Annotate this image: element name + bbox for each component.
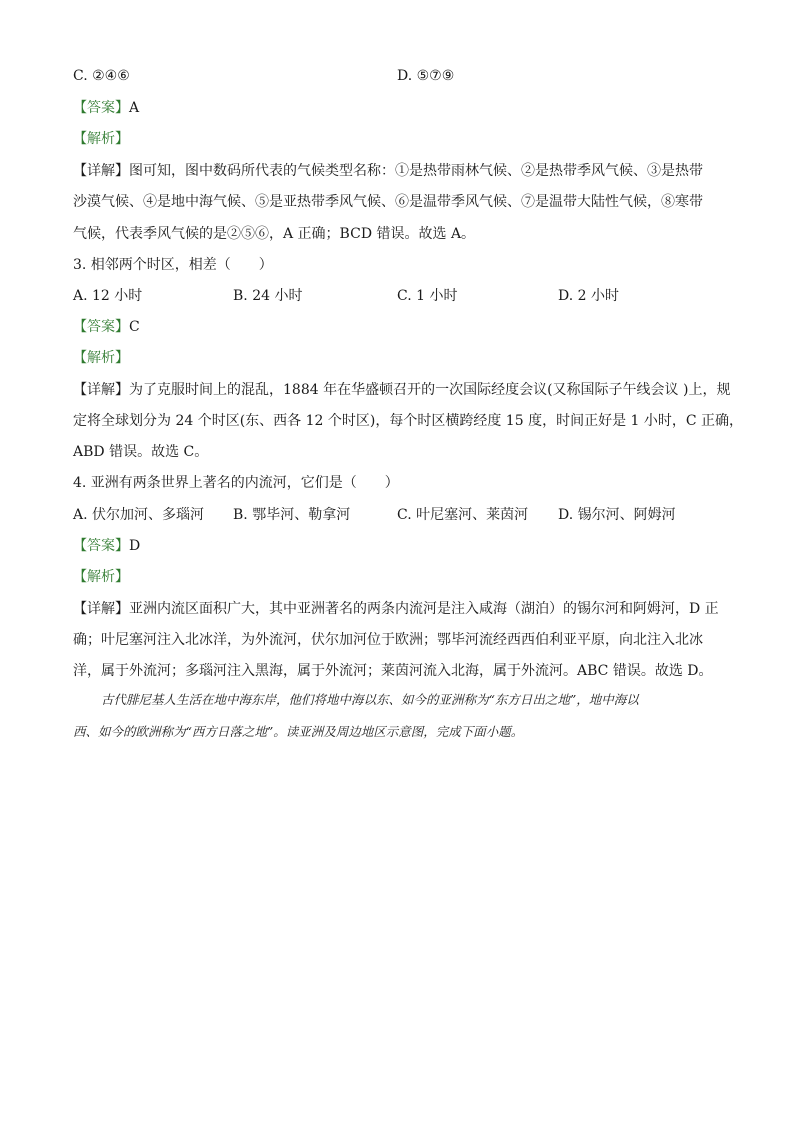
detail-tag: 【详解】 — [73, 382, 129, 398]
q3-option-d: D. 2 小时 — [558, 288, 619, 304]
q3-detail-line1 — [73, 380, 730, 400]
answer-value: C — [129, 319, 140, 335]
q3-answer — [73, 317, 140, 337]
q2-option-c: C. ②④⑥ — [73, 68, 130, 84]
q3-detail-line2: 定将全球划分为 24 个时区(东、西各 12 个时区)，每个时区横跨经度 15 度，时间正好是 1 小时，C 正确， — [73, 413, 744, 429]
answer-tag: 【答案】 — [73, 319, 129, 335]
q2-answer — [73, 98, 139, 118]
detail-tag: 【详解】 — [73, 163, 129, 179]
detail-tag: 【详解】 — [73, 601, 129, 617]
answer-value: D — [129, 538, 141, 554]
q3-analysis-tag: 【解析】 — [73, 350, 129, 366]
q4-answer — [73, 536, 140, 556]
q3-option-c: C. 1 小时 — [397, 288, 458, 304]
q3-stem: 3. 相邻两个时区，相差（ ） — [73, 257, 273, 273]
detail-text: 图可知，图中数码所代表的气候类型名称：①是热带雨林气候、②是热带季风气候、③是热带 — [129, 163, 703, 179]
answer-tag: 【答案】 — [73, 100, 129, 116]
q2-detail-line1 — [73, 161, 703, 181]
q4-detail-line2: 确；叶尼塞河注入北冰洋，为外流河，伏尔加河位于欧洲；鄂毕河流经西西伯利亚平原，向北注入北冰 — [73, 632, 703, 648]
q4-detail-line3: 洋，属于外流河；多瑙河注入黑海，属于外流河；莱茵河流入北海，属于外流河。ABC 错误。故选 D。 — [73, 663, 713, 679]
q4-option-d: D. 锡尔河、阿姆河 — [558, 507, 676, 523]
q2-analysis-tag: 【解析】 — [73, 131, 129, 147]
q2-detail-line2: 沙漠气候、④是地中海气候、⑤是亚热带季风气候、⑥是温带季风气候、⑦是温带大陆性气候，⑧寒带 — [73, 194, 703, 210]
q4-option-a: A. 伏尔加河、多瑙河 — [73, 507, 205, 523]
q4-analysis-tag: 【解析】 — [73, 569, 129, 585]
answer-tag: 【答案】 — [73, 538, 129, 554]
q3-detail-line3: ABD 错误。故选 C。 — [73, 444, 209, 460]
q4-stem: 4. 亚洲有两条世界上著名的内流河，它们是（ ） — [73, 475, 399, 491]
detail-text: 亚洲内流区面积广大，其中亚洲著名的两条内流河是注入咸海（湖泊）的锡尔河和阿姆河，D 正 — [129, 601, 719, 617]
q3-option-a: A. 12 小时 — [73, 288, 143, 304]
passage-line2: 西、如今的欧洲称为“西方日落之地”。读亚洲及周边地区示意图，完成下面小题。 — [73, 724, 524, 739]
detail-text: 为了克服时间上的混乱，1884 年在华盛顿召开的一次国际经度会议(又称国际子午线会议 )上，规 — [129, 382, 731, 398]
q4-option-c: C. 叶尼塞河、莱茵河 — [397, 507, 529, 523]
passage-line1: 古代腓尼基人生活在地中海东岸，他们将地中海以东、如今的亚洲称为“东方日出之地”，地中海以 — [101, 692, 639, 707]
q4-detail-line1 — [73, 599, 719, 619]
answer-value: A — [129, 100, 140, 116]
q2-option-d: D. ⑤⑦⑨ — [397, 68, 455, 84]
q2-detail-line3: 气候，代表季风气候的是②⑤⑥，A 正确；BCD 错误。故选 A。 — [73, 226, 476, 242]
q4-option-b: B. 鄂毕河、勒拿河 — [233, 507, 351, 523]
q3-option-b: B. 24 小时 — [233, 288, 303, 304]
